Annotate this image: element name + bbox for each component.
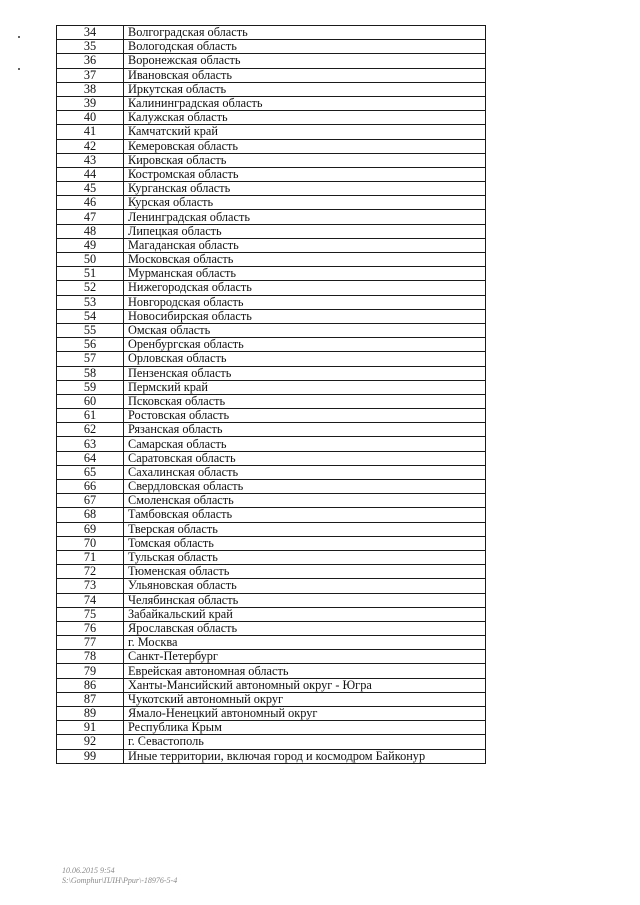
region-code-cell: 45 [57,182,124,196]
region-name-cell: Камчатский край [124,125,486,139]
table-row [57,664,486,678]
region-code-cell: 55 [57,323,124,337]
table-row [57,678,486,692]
region-code-cell: 69 [57,522,124,536]
region-name-cell: Кемеровская область [124,139,486,153]
region-name-cell: Волгоградская область [124,26,486,40]
region-name-cell: Самарская область [124,437,486,451]
table-row [57,167,486,181]
table-row [57,423,486,437]
region-name-cell: Смоленская область [124,494,486,508]
region-name-cell: г. Москва [124,636,486,650]
table-row [57,295,486,309]
region-code-cell: 92 [57,735,124,749]
region-code-cell: 39 [57,96,124,110]
table-row [57,267,486,281]
region-code-cell: 79 [57,664,124,678]
table-row [57,96,486,110]
table-row [57,536,486,550]
table-row [57,182,486,196]
table-row [57,224,486,238]
table-row [57,607,486,621]
region-code-cell: 62 [57,423,124,437]
region-code-cell: 54 [57,309,124,323]
table-row [57,153,486,167]
table-row [57,650,486,664]
table-row [57,309,486,323]
table-row [57,68,486,82]
region-name-cell: Тверская область [124,522,486,536]
region-code-cell: 63 [57,437,124,451]
region-code-cell: 72 [57,565,124,579]
region-code-cell: 41 [57,125,124,139]
region-name-cell: Республика Крым [124,721,486,735]
region-name-cell: Омская область [124,323,486,337]
region-name-cell: Новосибирская область [124,309,486,323]
region-code-cell: 78 [57,650,124,664]
footer-file-path: S:\Gomphur\ПЛН\Ppur\-18976-5-4 [62,876,178,885]
region-name-cell: Ярославская область [124,621,486,635]
region-code-cell: 51 [57,267,124,281]
region-name-cell: Курская область [124,196,486,210]
region-code-cell: 53 [57,295,124,309]
region-name-cell: Псковская область [124,394,486,408]
table-row [57,621,486,635]
table-row [57,550,486,564]
region-name-cell: Саратовская область [124,451,486,465]
region-name-cell: Еврейская автономная область [124,664,486,678]
region-code-cell: 49 [57,238,124,252]
region-name-cell: Калужская область [124,111,486,125]
table-row [57,721,486,735]
region-code-cell: 64 [57,451,124,465]
region-code-cell: 86 [57,678,124,692]
region-name-cell: Томская область [124,536,486,550]
region-code-cell: 67 [57,494,124,508]
table-row [57,494,486,508]
region-code-cell: 89 [57,707,124,721]
table-row [57,465,486,479]
region-name-cell: Тамбовская область [124,508,486,522]
region-code-cell: 61 [57,409,124,423]
region-code-cell: 76 [57,621,124,635]
table-row [57,451,486,465]
table-row [57,26,486,40]
table-row [57,735,486,749]
table-row [57,323,486,337]
region-name-cell: Липецкая область [124,224,486,238]
scan-mark-dot [18,36,20,38]
region-name-cell: Курганская область [124,182,486,196]
region-name-cell: Магаданская область [124,238,486,252]
region-name-cell: Ханты-Мансийский автономный округ - Югра [124,678,486,692]
table-row [57,692,486,706]
region-code-cell: 37 [57,68,124,82]
table-row [57,139,486,153]
table-row [57,338,486,352]
table-row [57,593,486,607]
footer-timestamp: 10.06.2015 9:54 [62,866,115,875]
region-code-cell: 34 [57,26,124,40]
table-row [57,749,486,763]
region-name-cell: Пензенская область [124,366,486,380]
region-name-cell: Оренбургская область [124,338,486,352]
table-row [57,380,486,394]
region-code-cell: 60 [57,394,124,408]
table-row [57,707,486,721]
region-code-cell: 91 [57,721,124,735]
region-name-cell: Кировская область [124,153,486,167]
table-row [57,238,486,252]
table-row [57,579,486,593]
table-row [57,480,486,494]
region-code-cell: 38 [57,82,124,96]
region-code-cell: 57 [57,352,124,366]
table-row [57,253,486,267]
region-code-cell: 36 [57,54,124,68]
region-code-cell: 75 [57,607,124,621]
region-name-cell: Пермский край [124,380,486,394]
region-code-cell: 48 [57,224,124,238]
region-code-cell: 52 [57,281,124,295]
region-name-cell: Иные территории, включая город и космодром Байконур [124,749,486,763]
region-name-cell: Калининградская область [124,96,486,110]
scan-mark-dot [18,68,20,70]
region-codes-table [56,25,486,764]
document-footer [62,866,177,886]
table-row [57,636,486,650]
region-name-cell: Рязанская область [124,423,486,437]
region-name-cell: Иркутская область [124,82,486,96]
region-name-cell: Ульяновская область [124,579,486,593]
table-row [57,366,486,380]
region-code-cell: 40 [57,111,124,125]
table-row [57,82,486,96]
region-code-cell: 71 [57,550,124,564]
table-row [57,508,486,522]
region-code-cell: 68 [57,508,124,522]
table-row [57,522,486,536]
region-name-cell: Тульская область [124,550,486,564]
region-code-cell: 87 [57,692,124,706]
region-name-cell: Чукотский автономный округ [124,692,486,706]
region-name-cell: г. Севастополь [124,735,486,749]
region-code-cell: 74 [57,593,124,607]
region-name-cell: Воронежская область [124,54,486,68]
region-code-cell: 59 [57,380,124,394]
region-name-cell: Свердловская область [124,480,486,494]
region-code-cell: 77 [57,636,124,650]
table-row [57,210,486,224]
table-row [57,54,486,68]
region-name-cell: Ивановская область [124,68,486,82]
table-row [57,40,486,54]
region-name-cell: Вологодская область [124,40,486,54]
region-code-cell: 47 [57,210,124,224]
region-rows [57,26,486,764]
region-code-cell: 43 [57,153,124,167]
region-name-cell: Мурманская область [124,267,486,281]
region-name-cell: Московская область [124,253,486,267]
region-code-cell: 42 [57,139,124,153]
table-row [57,565,486,579]
region-name-cell: Нижегородская область [124,281,486,295]
region-code-cell: 65 [57,465,124,479]
table-row [57,125,486,139]
region-name-cell: Тюменская область [124,565,486,579]
region-name-cell: Ростовская область [124,409,486,423]
region-name-cell: Челябинская область [124,593,486,607]
region-name-cell: Орловская область [124,352,486,366]
region-name-cell: Новгородская область [124,295,486,309]
table-row [57,352,486,366]
region-code-cell: 70 [57,536,124,550]
region-name-cell: Забайкальский край [124,607,486,621]
region-code-cell: 56 [57,338,124,352]
region-code-cell: 46 [57,196,124,210]
region-name-cell: Сахалинская область [124,465,486,479]
region-name-cell: Ленинградская область [124,210,486,224]
table-row [57,281,486,295]
table-row [57,196,486,210]
region-code-cell: 35 [57,40,124,54]
table-row [57,394,486,408]
region-code-cell: 66 [57,480,124,494]
region-name-cell: Санкт-Петербург [124,650,486,664]
region-code-cell: 50 [57,253,124,267]
region-code-cell: 44 [57,167,124,181]
region-code-cell: 58 [57,366,124,380]
region-name-cell: Ямало-Ненецкий автономный округ [124,707,486,721]
region-name-cell: Костромская область [124,167,486,181]
region-code-cell: 99 [57,749,124,763]
table-row [57,111,486,125]
region-code-cell: 73 [57,579,124,593]
table-row [57,437,486,451]
table-row [57,409,486,423]
